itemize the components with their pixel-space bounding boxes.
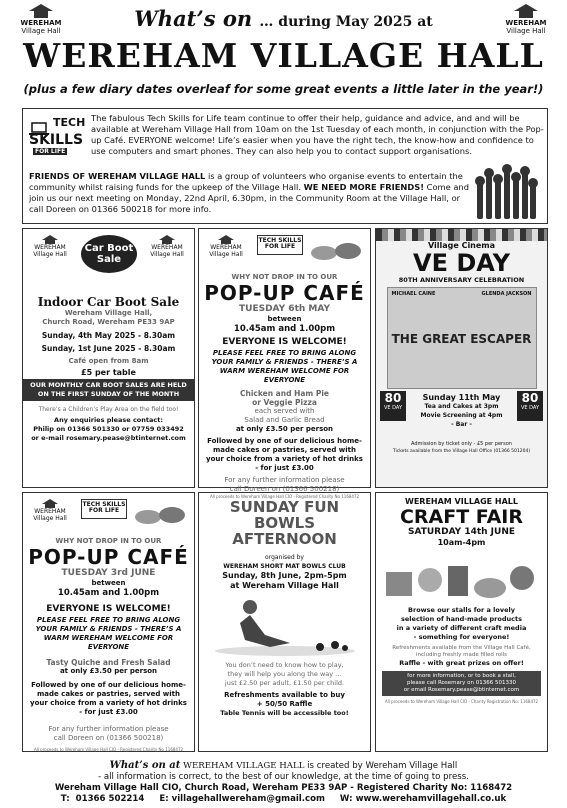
popup-between: between — [91, 579, 126, 587]
popup-title: POP-UP CAFÉ — [28, 545, 189, 569]
ve-badge-number: 80 — [521, 391, 539, 405]
skills-logo-skills: SKILLS — [278, 237, 302, 244]
ve-bar: - Bar - — [451, 421, 472, 428]
headline-rest: … during May 2025 at — [259, 14, 433, 30]
logo-text: WEREHAM — [34, 508, 66, 515]
ve-cinema: Village Cinema — [427, 241, 496, 250]
bowls-tennis: Table Tennis will be accessible too! — [220, 709, 349, 717]
wereham-logo-small — [146, 235, 188, 258]
bowls-title-2: BOWLS — [253, 514, 316, 532]
house-icon — [41, 499, 59, 508]
skills-logo-skills: SKILLS — [102, 501, 126, 508]
friends-text-a: is a group of volunteers who organise events to entertain the community whilst raising funds for the upkeep of the Village Hall. — [29, 171, 463, 192]
popup-food-1: Chicken and Ham Pie — [240, 389, 329, 398]
car-boot-cafe: Café open from 8am — [68, 357, 149, 365]
craft-info-2: please call Rosemary on 01366 501330 — [407, 680, 516, 686]
bowls-organised: organised by — [265, 554, 304, 561]
craft-time: 10am-4pm — [437, 538, 486, 547]
tech-skills-paragraph: The fabulous Tech Skills for Life team continue to offer their help, guidance and advice, and and will be available at Wereham Village Hall from 10am on the 1st Tuesday of each month, in conjunction with the Pop-up Café. EVERYONE welcome! Life’s easier when you have the right tech, the know-how and confidence to use computers and smart phones. They can also help you to contact support organisations. — [91, 113, 544, 156]
car-boot-title: Indoor Car Boot Sale — [37, 295, 180, 309]
bowls-title-3: AFTERNOON — [232, 530, 337, 548]
popup-info-2: call Doreen on (01366 500218) — [53, 734, 164, 742]
car-boot-play-area: There’s a Children’s Play Area on the field too! — [38, 406, 179, 413]
ve-tickets: Tickets available from the Village Hall Office (01366 501204) — [392, 449, 531, 454]
popup-welcome: EVERYONE IS WELCOME! — [222, 337, 347, 347]
house-icon — [41, 235, 59, 244]
headline — [0, 6, 567, 31]
logo-text: WEREHAM — [505, 19, 547, 27]
bowls-note-2: they will help you along the way ... — [227, 670, 342, 678]
ve-admission: Admission by ticket only - £5 per person — [411, 441, 512, 447]
bowls-refresh-1: Refreshments available to buy — [224, 691, 345, 699]
ve-date: Sunday 11th May — [422, 393, 501, 402]
craft-info-box — [382, 671, 541, 696]
ve-80-badge-left — [380, 391, 406, 421]
ve-day-tile — [375, 228, 548, 488]
food-icon — [134, 499, 186, 525]
craft-browse-3: in a variety of different craft media — [396, 624, 527, 632]
popup-food-3: each served with — [254, 407, 315, 415]
bowls-refresh-2: + 50/50 Raffle — [256, 700, 313, 708]
popup-charity: All proceeds to Wereham Village Hall CIO - Registered Charity No 1168472 — [33, 747, 184, 752]
craft-items-illustration — [382, 550, 542, 604]
bowls-tile — [198, 492, 371, 752]
ve-celebration: 80TH ANNIVERSARY CELEBRATION — [398, 276, 525, 284]
ve-badge-number: 80 — [384, 391, 402, 405]
popup-info-1: For any further information please — [48, 725, 169, 733]
logo-subtext: Village Hall — [506, 27, 546, 35]
craft-raffle: Raffle - with great prizes on offer! — [399, 659, 524, 667]
footer-hall: WEREHAM VILLAGE HALL — [180, 761, 305, 771]
tech-skills-logo-small — [81, 499, 127, 519]
logo-subtext: Village Hall — [33, 251, 67, 258]
bowls-title-1: SUNDAY FUN — [229, 498, 340, 516]
skills-logo-skills: SKILLS — [29, 132, 84, 148]
popup-followed: Followed by one of our delicious home-made cakes or pastries, served with your choice from a variety of hot drinks — [206, 437, 363, 463]
popup-time: 10.45am and 1.00pm — [57, 588, 160, 598]
wereham-logo-small — [205, 235, 247, 258]
popup-bring: PLEASE FEEL FREE TO BRING ALONG YOUR FAMILY & FRIENDS - THERE’S A WARM WEREHAM WELCOME FOR EVERYONE — [211, 349, 358, 384]
craft-info-3: or email Rosemary.pease@btinternet.com — [403, 687, 520, 693]
ve-day-title: VE DAY — [413, 249, 510, 277]
popup-welcome: EVERYONE IS WELCOME! — [46, 604, 171, 614]
footer-whats-on: What’s on at — [109, 760, 181, 771]
popup-food-price: at only £3.50 per person — [235, 425, 334, 433]
logo-text: WEREHAM — [210, 244, 242, 251]
popup-bring: PLEASE FEEL FREE TO BRING ALONG YOUR FAMILY & FRIENDS - THERE’S A WARM WEREHAM WELCOME FOR EVERYONE — [35, 616, 182, 651]
skills-logo-tech: TECH — [258, 237, 277, 244]
craft-browse-4: - something for everyone! — [413, 633, 510, 641]
ve-80-badge-right — [517, 391, 543, 421]
logo-subtext: Village Hall — [21, 27, 61, 35]
cake-icon — [310, 235, 362, 261]
craft-fair-tile — [375, 492, 548, 752]
popup-header-logos — [23, 493, 194, 537]
craft-charity: All proceeds to Wereham Village Hall CIO - Charity Registration No: 1168472 — [384, 699, 539, 704]
bowls-date: Sunday, 8th June, 2pm-5pm — [222, 571, 347, 580]
craft-refresh-2: including freshly made filled rolls — [415, 652, 508, 658]
popup-time: 10.45am and 1.00pm — [233, 324, 336, 334]
ve-actor-2: GLENDA JACKSON — [481, 291, 532, 297]
page-title: WEREHAM VILLAGE HALL — [23, 36, 544, 75]
skills-logo-forlife: FOR LIFE — [35, 148, 66, 155]
friends-heading: FRIENDS OF WEREHAM VILLAGE HALL — [29, 171, 206, 181]
logo-subtext: Village Hall — [33, 515, 67, 522]
popup-food-2: or Veggie Pizza — [252, 398, 317, 407]
house-icon — [217, 235, 235, 244]
bowls-venue: at Wereham Village Hall — [230, 581, 339, 590]
tech-skills-logo-small — [257, 235, 303, 255]
skills-logo-tech: TECH — [82, 501, 101, 508]
bunting — [376, 229, 547, 241]
house-icon — [158, 235, 176, 244]
ve-badge-sub: VE DAY — [520, 405, 540, 411]
car-boot-address-2: Church Road, Wereham PE33 9AP — [42, 318, 175, 326]
footer-line-3: Wereham Village Hall CIO, Church Road, Wereham PE33 9AP - Registered Charity No: 1168472 — [54, 783, 513, 793]
skills-logo-forlife: FOR LIFE — [88, 507, 120, 514]
bowls-note-3: just £2.50 per adult, £1.50 per child. — [224, 679, 345, 687]
footer-line-2: - all information is correct, to the best of our knowledge, at the time of going to press. — [98, 772, 469, 782]
craft-browse-2: selection of hand-made products — [401, 615, 522, 623]
car-boot-contact-phone: Philip on 01366 501330 or 07759 033492 — [33, 425, 184, 433]
logo-text: WEREHAM — [151, 244, 183, 251]
friends-paragraph — [29, 171, 474, 215]
popup-between: between — [267, 315, 302, 323]
film-poster — [387, 287, 537, 389]
event-tiles — [22, 228, 548, 754]
popup-why: WHY NOT DROP IN TO OUR — [231, 273, 338, 281]
more-friends-text: WE NEED MORE FRIENDS! — [303, 182, 425, 192]
craft-browse-1: Browse our stalls for a lovely — [408, 606, 515, 614]
car-boot-tile — [22, 228, 195, 488]
popup-date: TUESDAY 6th MAY — [239, 304, 330, 314]
car-boot-enquiries: Any enquiries please contact: — [54, 416, 163, 424]
bowls-club: WEREHAM SHORT MAT BOWLS CLUB — [223, 563, 346, 570]
popup-title: POP-UP CAFÉ — [204, 281, 365, 305]
popup-just: - for just £3.00 — [79, 708, 138, 716]
craft-venue: WEREHAM VILLAGE HALL — [405, 497, 518, 506]
ve-tea: Tea and Cakes at 3pm — [424, 403, 499, 410]
car-boot-price: £5 per table — [81, 368, 136, 377]
logo-text: WEREHAM — [20, 19, 62, 27]
popup-why: WHY NOT DROP IN TO OUR — [55, 537, 162, 545]
ve-actor-1: MICHAEL CAINE — [391, 291, 436, 297]
car-boot-date-1: Sunday, 4th May 2025 - 8.30am — [41, 331, 176, 340]
logo-subtext: Village Hall — [150, 251, 184, 258]
craft-refresh-1: Refreshments available from the Village Hall Café, — [392, 645, 531, 651]
raised-hands-icon — [473, 161, 539, 221]
bowler-illustration — [210, 595, 360, 657]
popup-followed: Followed by one of our delicious home-made cakes or pastries, served with your choice from a variety of hot drinks — [30, 681, 187, 707]
popup-header-logos — [199, 229, 370, 273]
popup-date: TUESDAY 3rd JUNE — [61, 568, 156, 578]
footer-contact: T: 01366 502214 E: villagehallwereham@gmail.com W: www.werehamvillagehall.co.uk — [60, 794, 507, 804]
ve-movie: Movie Screening at 4pm — [420, 412, 503, 419]
popup-cafe-june-tile — [22, 492, 195, 752]
logo-text: WEREHAM — [34, 244, 66, 251]
popup-cafe-may-tile — [198, 228, 371, 499]
popup-food-4: Salad and Garlic Bread — [244, 416, 325, 424]
popup-just: - for just £3.00 — [255, 464, 314, 472]
popup-food-1: Tasty Quiche and Fresh Salad — [46, 658, 171, 667]
popup-info-1: For any further information please — [224, 476, 345, 484]
footer — [0, 760, 567, 805]
car-boot-contact-email: or e-mail rosemary.pease@btinternet.com — [31, 434, 186, 442]
car-boot-date-2: Sunday, 1st June 2025 - 8.30am — [41, 344, 176, 353]
headline-whats-on: What’s on — [134, 6, 253, 31]
wereham-logo-small — [29, 499, 71, 522]
ve-badge-sub: VE DAY — [383, 405, 403, 411]
footer-line-1 — [0, 760, 567, 772]
popup-info-2: call Doreen on (01366 500218) — [229, 485, 340, 493]
logo-subtext: Village Hall — [209, 251, 243, 258]
popup-food-price: at only £3.50 per person — [59, 667, 158, 675]
popup-charity: All proceeds to Wereham Village Hall CIO - Registered Charity No 1168472 — [209, 494, 360, 499]
car-boot-address-1: Wereham Village Hall, — [64, 309, 153, 317]
craft-title: CRAFT FAIR — [399, 506, 524, 528]
intro-box — [22, 108, 548, 224]
car-boot-sale-badge: Car Boot Sale — [81, 235, 137, 273]
ve-film-title: THE GREAT ESCAPER — [391, 332, 532, 346]
craft-info-1: for more information, or to book a stall, — [407, 673, 516, 679]
wereham-logo-small — [29, 235, 71, 258]
craft-date: SATURDAY 14th JUNE — [407, 527, 516, 537]
friends-text-b: Come and join us our next meeting on Monday, 22nd April, 6.30pm, in the Community Room at the Village Hall, or call Doreen on 01366 500218 for more info. — [29, 182, 469, 214]
footer-created: is created by Wereham Village Hall — [304, 761, 458, 771]
bowls-note-1: You don’t need to know how to play, — [225, 661, 344, 669]
car-boot-banner: OUR MONTHLY CAR BOOT SALES ARE HELD ON THE FIRST SUNDAY OF THE MONTH — [23, 379, 194, 401]
page-subtitle: (plus a few diary dates overleaf for some great events a little later in the year!) — [23, 82, 544, 96]
skills-logo-forlife: FOR LIFE — [264, 243, 296, 250]
tech-skills-logo — [29, 117, 85, 157]
skills-logo-tech: TECH — [53, 116, 86, 129]
